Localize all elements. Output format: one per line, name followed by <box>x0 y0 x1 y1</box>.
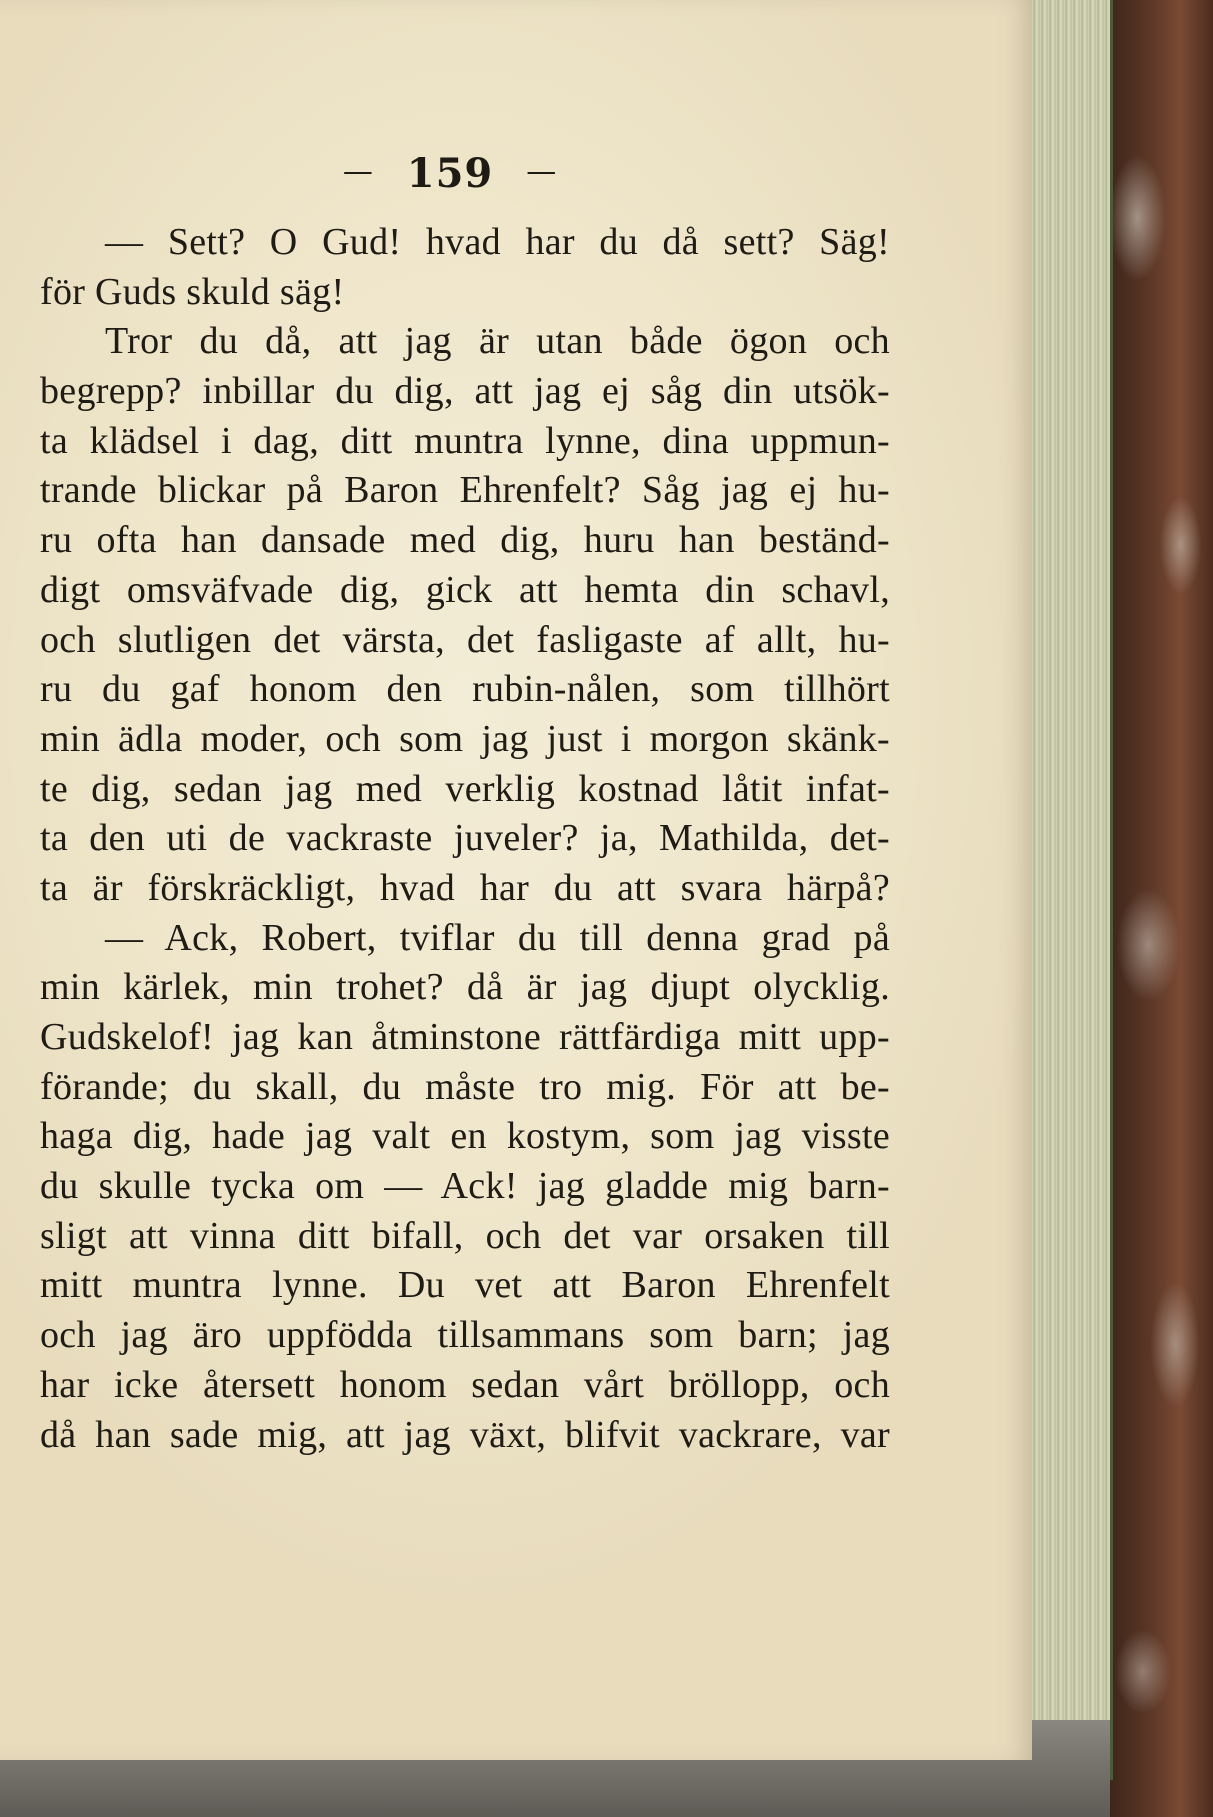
text-line: — Ack, Robert, tviflar du till denna grad på <box>105 916 890 959</box>
text-line: ta är förskräckligt, hvad har du att svara härpå? <box>40 866 890 909</box>
marbled-book-cover <box>1105 0 1213 1817</box>
text-line: förande; du skall, du måste tro mig. För att be- <box>40 1065 890 1108</box>
text-line: ru du gaf honom den rubin-nålen, som tillhört <box>40 668 890 711</box>
text-line: Gudskelof! jag kan åtminstone rättfärdiga mitt upp- <box>40 1016 890 1058</box>
text-line: ta den uti de vackraste juveler? ja, Mathilda, det- <box>40 817 890 860</box>
text-line: sligt att vinna ditt bifall, och det var orsaken till <box>40 1214 890 1257</box>
text-line: — Sett? O Gud! hvad har du då sett? Säg! <box>105 221 890 263</box>
text-line: min kärlek, min trohet? då är jag djupt olycklig. <box>40 966 890 1009</box>
text-line: te dig, sedan jag med verklig kostnad låtit infat- <box>40 767 890 810</box>
page-number-dash-right: — <box>526 154 558 189</box>
page-number-header <box>330 150 570 197</box>
text-line: du skulle tycka om — Ack! jag gladde mig barn- <box>40 1165 890 1208</box>
text-line: för Guds skuld säg! <box>40 270 345 313</box>
page-edges <box>1028 0 1113 1780</box>
text-line: trande blickar på Baron Ehrenfelt? Såg jag ej hu- <box>40 469 890 512</box>
text-line: ru ofta han dansade med dig, huru han beständ- <box>40 519 890 562</box>
text-line: begrepp? inbillar du dig, att jag ej såg din utsök- <box>40 370 890 413</box>
text-line: Tror du då, att jag är utan både ögon och <box>105 320 890 363</box>
text-line: har icke återsett honom sedan vårt bröllopp, och <box>40 1363 890 1406</box>
body-text <box>40 218 890 1460</box>
page-number: 159 <box>406 150 494 197</box>
text-line: då han sade mig, att jag växt, blifvit vackrare, var <box>40 1413 890 1456</box>
text-line: och slutligen det värsta, det fasligaste af allt, hu- <box>40 618 890 661</box>
text-line: och jag äro uppfödda tillsammans som barn; jag <box>40 1314 890 1357</box>
text-line: digt omsväfvade dig, gick att hemta din schavl, <box>40 568 890 611</box>
text-line: ta klädsel i dag, ditt muntra lynne, dina uppmun- <box>40 419 890 462</box>
page-number-dash-left: — <box>342 154 374 189</box>
text-line: min ädla moder, och som jag just i morgon skänk- <box>40 717 890 760</box>
text-line: mitt muntra lynne. Du vet att Baron Ehrenfelt <box>40 1264 890 1307</box>
text-line: haga dig, hade jag valt en kostym, som jag visste <box>40 1115 890 1158</box>
